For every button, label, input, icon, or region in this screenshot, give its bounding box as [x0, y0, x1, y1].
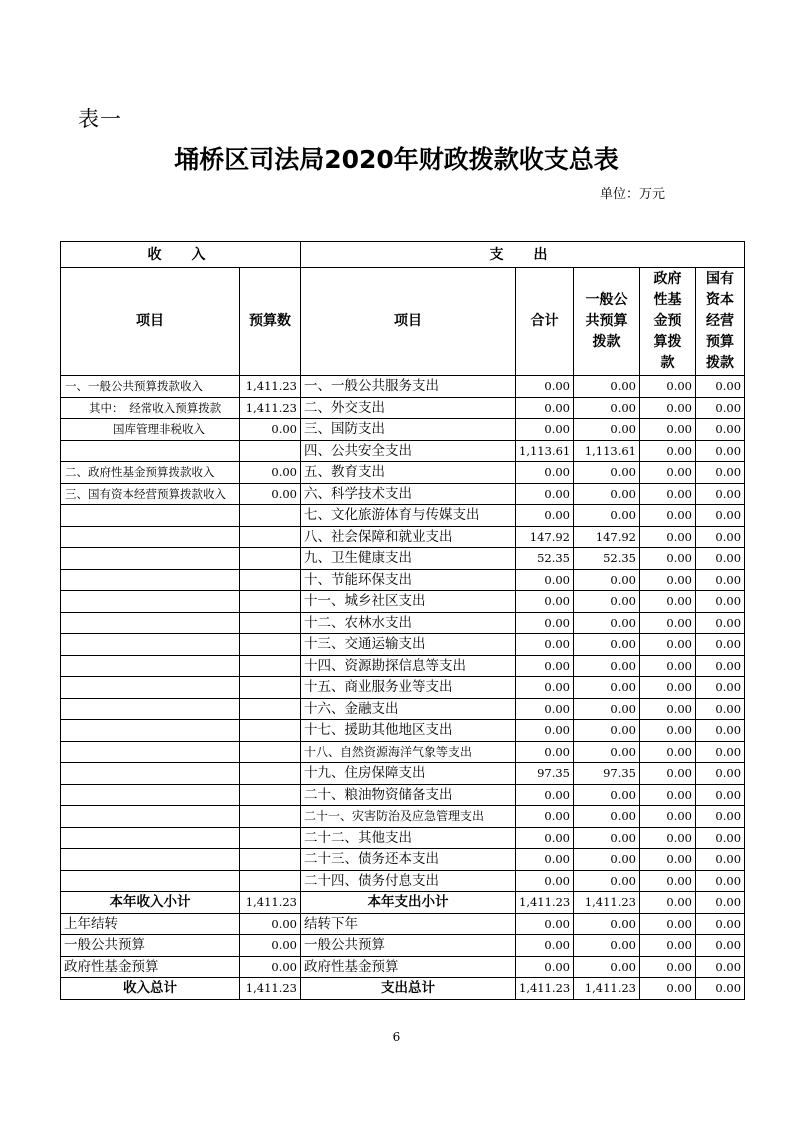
fund-budget-cell: 0.00 [640, 440, 696, 462]
income-amount-cell [240, 763, 301, 785]
expense-total-cell: 0.00 [516, 419, 574, 441]
income-amount-cell [240, 612, 301, 634]
group-header-row [61, 242, 745, 268]
expense-item-cell: 十四、资源勘探信息等支出 [301, 655, 516, 677]
fund-budget-cell: 0.00 [640, 849, 696, 871]
income-amount-cell [240, 827, 301, 849]
expense-item-cell: 五、教育支出 [301, 462, 516, 484]
income-amount-cell [240, 655, 301, 677]
table-row [61, 505, 745, 527]
income-item-cell [61, 827, 240, 849]
expense-total-cell: 0.00 [516, 849, 574, 871]
carry-expense-general: 0.00 [574, 913, 640, 935]
expense-item-cell: 一、一般公共服务支出 [301, 376, 516, 398]
income-amount-cell: 0.00 [240, 419, 301, 441]
table-row [61, 591, 745, 613]
income-item-cell [61, 569, 240, 591]
income-amount-cell [240, 634, 301, 656]
table-row [61, 655, 745, 677]
income-amount-cell [240, 741, 301, 763]
income-total-label: 收入总计 [61, 978, 240, 1000]
expense-total-cell: 0.00 [516, 483, 574, 505]
income-subtotal-label: 本年收入小计 [61, 892, 240, 914]
general-budget-cell: 0.00 [574, 784, 640, 806]
table-row [61, 548, 745, 570]
carry-expense-state: 0.00 [696, 935, 745, 957]
expense-item-cell: 十八、自然资源海洋气象等支出 [301, 741, 516, 763]
income-item-cell [61, 526, 240, 548]
table-row [61, 870, 745, 892]
fund-budget-cell: 0.00 [640, 462, 696, 484]
income-item-cell [61, 763, 240, 785]
general-budget-cell: 0.00 [574, 849, 640, 871]
expense-item-cell: 十三、交通运输支出 [301, 634, 516, 656]
table-row [61, 741, 745, 763]
general-budget-cell: 0.00 [574, 698, 640, 720]
column-header-row [61, 268, 745, 376]
income-item-cell [61, 634, 240, 656]
fund-budget-cell: 0.00 [640, 569, 696, 591]
expense-subtotal-fund: 0.00 [640, 892, 696, 914]
expense-total-cell: 0.00 [516, 634, 574, 656]
income-item-cell [61, 548, 240, 570]
fund-budget-cell: 0.00 [640, 397, 696, 419]
state-capital-cell: 0.00 [696, 806, 745, 828]
expense-item-cell: 十二、农林水支出 [301, 612, 516, 634]
income-amount-cell: 1,411.23 [240, 376, 301, 398]
expense-item-header: 项目 [301, 268, 516, 376]
state-capital-cell: 0.00 [696, 634, 745, 656]
income-budget-header: 预算数 [240, 268, 301, 376]
general-budget-cell: 0.00 [574, 569, 640, 591]
table-row [61, 376, 745, 398]
income-amount-cell: 1,411.23 [240, 397, 301, 419]
general-budget-cell: 0.00 [574, 870, 640, 892]
unit-note: 单位：万元 [600, 187, 666, 202]
state-capital-header-text: 国有资本经营预算拨款 [706, 271, 735, 371]
document-title: 埇桥区司法局2020年财政拨款收支总表 [174, 145, 619, 174]
expense-total-cell: 1,113.61 [516, 440, 574, 462]
income-item-cell [61, 677, 240, 699]
carry-row [61, 913, 745, 935]
expense-total-cell: 0.00 [516, 870, 574, 892]
general-budget-cell: 1,113.61 [574, 440, 640, 462]
expense-grand-general: 1,411.23 [574, 978, 640, 1000]
general-budget-cell: 0.00 [574, 462, 640, 484]
expense-item-cell: 十一、城乡社区支出 [301, 591, 516, 613]
income-item-cell [61, 806, 240, 828]
income-amount-cell [240, 505, 301, 527]
general-budget-cell: 0.00 [574, 741, 640, 763]
fund-budget-cell: 0.00 [640, 741, 696, 763]
general-budget-cell: 0.00 [574, 634, 640, 656]
expense-total-cell: 0.00 [516, 677, 574, 699]
expense-total-cell: 0.00 [516, 569, 574, 591]
expense-subtotal-label: 本年支出小计 [301, 892, 516, 914]
expense-grand-state: 0.00 [696, 978, 745, 1000]
state-capital-header [696, 268, 745, 376]
total-header: 合计 [516, 268, 574, 376]
income-amount-cell [240, 440, 301, 462]
table-row [61, 526, 745, 548]
carry-income-label: 上年结转 [61, 913, 240, 935]
expense-item-cell: 二十二、其他支出 [301, 827, 516, 849]
income-amount-cell [240, 870, 301, 892]
table-row [61, 569, 745, 591]
fund-budget-cell: 0.00 [640, 526, 696, 548]
carry-expense-state: 0.00 [696, 913, 745, 935]
income-item-cell [61, 784, 240, 806]
state-capital-cell: 0.00 [696, 763, 745, 785]
general-budget-cell: 0.00 [574, 655, 640, 677]
fund-budget-cell: 0.00 [640, 376, 696, 398]
expense-total-cell: 0.00 [516, 462, 574, 484]
expense-total-cell: 0.00 [516, 376, 574, 398]
table-row [61, 483, 745, 505]
fund-budget-header [640, 268, 696, 376]
state-capital-cell: 0.00 [696, 505, 745, 527]
table-row [61, 677, 745, 699]
general-budget-cell: 0.00 [574, 397, 640, 419]
expense-item-cell: 二十三、债务还本支出 [301, 849, 516, 871]
general-budget-cell: 147.92 [574, 526, 640, 548]
income-amount-cell [240, 526, 301, 548]
state-capital-cell: 0.00 [696, 849, 745, 871]
carry-expense-fund: 0.00 [640, 956, 696, 978]
general-budget-cell: 0.00 [574, 720, 640, 742]
fund-budget-cell: 0.00 [640, 720, 696, 742]
income-amount-cell [240, 569, 301, 591]
table-row [61, 784, 745, 806]
expense-total-cell: 0.00 [516, 827, 574, 849]
table-row [61, 806, 745, 828]
general-budget-cell: 0.00 [574, 612, 640, 634]
income-amount-cell [240, 677, 301, 699]
fund-budget-cell: 0.00 [640, 806, 696, 828]
general-budget-cell: 0.00 [574, 677, 640, 699]
income-item-cell [61, 655, 240, 677]
income-item-cell [61, 698, 240, 720]
expense-item-cell: 三、国防支出 [301, 419, 516, 441]
table-row [61, 462, 745, 484]
income-subtotal-amount: 1,411.23 [240, 892, 301, 914]
state-capital-cell: 0.00 [696, 462, 745, 484]
expense-item-cell: 八、社会保障和就业支出 [301, 526, 516, 548]
fund-budget-cell: 0.00 [640, 763, 696, 785]
expense-item-cell: 二、外交支出 [301, 397, 516, 419]
expense-total-cell: 0.00 [516, 806, 574, 828]
carry-income-amount: 0.00 [240, 935, 301, 957]
fund-budget-cell: 0.00 [640, 419, 696, 441]
income-item-header: 项目 [61, 268, 240, 376]
income-item-cell: 一、一般公共预算拨款收入 [61, 376, 240, 398]
general-budget-cell: 0.00 [574, 806, 640, 828]
income-amount-cell [240, 698, 301, 720]
expense-grand-total: 1,411.23 [516, 978, 574, 1000]
fund-budget-cell: 0.00 [640, 548, 696, 570]
income-item-cell: 三、国有资本经营预算拨款收入 [61, 483, 240, 505]
state-capital-cell: 0.00 [696, 677, 745, 699]
expense-subtotal-state: 0.00 [696, 892, 745, 914]
carry-expense-fund: 0.00 [640, 935, 696, 957]
expense-total-cell: 0.00 [516, 505, 574, 527]
income-amount-cell: 0.00 [240, 483, 301, 505]
fund-budget-cell: 0.00 [640, 677, 696, 699]
general-budget-cell: 97.35 [574, 763, 640, 785]
fund-budget-cell: 0.00 [640, 870, 696, 892]
table-row [61, 763, 745, 785]
expense-total-cell: 97.35 [516, 763, 574, 785]
state-capital-cell: 0.00 [696, 720, 745, 742]
fund-budget-cell: 0.00 [640, 505, 696, 527]
general-budget-cell: 0.00 [574, 591, 640, 613]
general-budget-cell: 0.00 [574, 827, 640, 849]
carry-expense-state: 0.00 [696, 956, 745, 978]
table-row [61, 419, 745, 441]
expense-subtotal-general: 1,411.23 [574, 892, 640, 914]
income-item-cell [61, 849, 240, 871]
fund-budget-cell: 0.00 [640, 655, 696, 677]
table-row [61, 397, 745, 419]
income-amount-cell: 0.00 [240, 462, 301, 484]
expense-item-cell: 二十、粮油物资储备支出 [301, 784, 516, 806]
expense-item-cell: 九、卫生健康支出 [301, 548, 516, 570]
fund-budget-cell: 0.00 [640, 634, 696, 656]
income-amount-cell [240, 720, 301, 742]
fund-budget-cell: 0.00 [640, 784, 696, 806]
expense-item-cell: 六、科学技术支出 [301, 483, 516, 505]
expense-total-cell: 0.00 [516, 655, 574, 677]
state-capital-cell: 0.00 [696, 397, 745, 419]
expense-item-cell: 二十四、债务付息支出 [301, 870, 516, 892]
fund-budget-header-text: 政府性基金预算拨款 [653, 271, 682, 371]
income-group-header: 收 入 [61, 242, 301, 268]
carry-expense-label: 政府性基金预算 [301, 956, 516, 978]
income-item-cell [61, 870, 240, 892]
subtotal-row [61, 892, 745, 914]
income-item-cell: 二、政府性基金预算拨款收入 [61, 462, 240, 484]
expense-total-cell: 147.92 [516, 526, 574, 548]
state-capital-cell: 0.00 [696, 741, 745, 763]
table-row [61, 720, 745, 742]
state-capital-cell: 0.00 [696, 419, 745, 441]
income-item-cell [61, 720, 240, 742]
general-budget-header-text: 一般公共预算拨款 [585, 292, 628, 350]
general-budget-header [574, 268, 640, 376]
carry-expense-label: 结转下年 [301, 913, 516, 935]
page-number: 6 [392, 1030, 401, 1044]
state-capital-cell: 0.00 [696, 591, 745, 613]
state-capital-cell: 0.00 [696, 483, 745, 505]
table-row [61, 634, 745, 656]
income-item-cell [61, 591, 240, 613]
expense-total-cell: 0.00 [516, 591, 574, 613]
state-capital-cell: 0.00 [696, 655, 745, 677]
state-capital-cell: 0.00 [696, 698, 745, 720]
income-item-cell [61, 505, 240, 527]
carry-expense-general: 0.00 [574, 956, 640, 978]
general-budget-cell: 0.00 [574, 419, 640, 441]
expense-item-cell: 十九、住房保障支出 [301, 763, 516, 785]
income-amount-cell [240, 548, 301, 570]
carry-income-label: 政府性基金预算 [61, 956, 240, 978]
expense-total-cell: 0.00 [516, 698, 574, 720]
general-budget-cell: 0.00 [574, 505, 640, 527]
fund-budget-cell: 0.00 [640, 483, 696, 505]
carry-income-amount: 0.00 [240, 913, 301, 935]
expense-group-header: 支 出 [301, 242, 745, 268]
expense-item-cell: 二十一、灾害防治及应急管理支出 [301, 806, 516, 828]
carry-income-label: 一般公共预算 [61, 935, 240, 957]
expense-subtotal-total: 1,411.23 [516, 892, 574, 914]
expense-item-cell: 十六、金融支出 [301, 698, 516, 720]
fund-budget-cell: 0.00 [640, 698, 696, 720]
expense-item-cell: 十、节能环保支出 [301, 569, 516, 591]
income-total-amount: 1,411.23 [240, 978, 301, 1000]
carry-income-amount: 0.00 [240, 956, 301, 978]
carry-row [61, 935, 745, 957]
state-capital-cell: 0.00 [696, 784, 745, 806]
general-budget-cell: 0.00 [574, 483, 640, 505]
state-capital-cell: 0.00 [696, 376, 745, 398]
carry-expense-general: 0.00 [574, 935, 640, 957]
expense-total-cell: 0.00 [516, 720, 574, 742]
carry-expense-total: 0.00 [516, 913, 574, 935]
expense-item-cell: 十七、援助其他地区支出 [301, 720, 516, 742]
income-item-cell [61, 440, 240, 462]
state-capital-cell: 0.00 [696, 827, 745, 849]
income-amount-cell [240, 784, 301, 806]
fund-budget-cell: 0.00 [640, 591, 696, 613]
table-row [61, 612, 745, 634]
expense-total-label: 支出总计 [301, 978, 516, 1000]
expense-total-cell: 52.35 [516, 548, 574, 570]
state-capital-cell: 0.00 [696, 526, 745, 548]
income-amount-cell [240, 849, 301, 871]
grand-total-row [61, 978, 745, 1000]
expense-total-cell: 0.00 [516, 741, 574, 763]
state-capital-cell: 0.00 [696, 548, 745, 570]
state-capital-cell: 0.00 [696, 440, 745, 462]
table-row [61, 698, 745, 720]
carry-expense-total: 0.00 [516, 956, 574, 978]
general-budget-cell: 52.35 [574, 548, 640, 570]
table-row [61, 440, 745, 462]
state-capital-cell: 0.00 [696, 569, 745, 591]
expense-item-cell: 七、文化旅游体育与传媒支出 [301, 505, 516, 527]
budget-summary-table [60, 241, 745, 1000]
fund-budget-cell: 0.00 [640, 612, 696, 634]
state-capital-cell: 0.00 [696, 612, 745, 634]
expense-item-cell: 四、公共安全支出 [301, 440, 516, 462]
income-amount-cell [240, 806, 301, 828]
expense-total-cell: 0.00 [516, 397, 574, 419]
expense-total-cell: 0.00 [516, 612, 574, 634]
carry-expense-label: 一般公共预算 [301, 935, 516, 957]
carry-expense-fund: 0.00 [640, 913, 696, 935]
carry-expense-total: 0.00 [516, 935, 574, 957]
table-row [61, 827, 745, 849]
general-budget-cell: 0.00 [574, 376, 640, 398]
income-item-cell: 国库管理非税收入 [61, 419, 240, 441]
expense-item-cell: 十五、商业服务业等支出 [301, 677, 516, 699]
table-row [61, 849, 745, 871]
income-amount-cell [240, 591, 301, 613]
income-item-cell [61, 612, 240, 634]
income-item-cell [61, 741, 240, 763]
document-label: 表一 [78, 107, 122, 131]
expense-total-cell: 0.00 [516, 784, 574, 806]
carry-row [61, 956, 745, 978]
fund-budget-cell: 0.00 [640, 827, 696, 849]
income-item-cell: 其中： 经常收入预算拨款 [61, 397, 240, 419]
expense-grand-fund: 0.00 [640, 978, 696, 1000]
state-capital-cell: 0.00 [696, 870, 745, 892]
